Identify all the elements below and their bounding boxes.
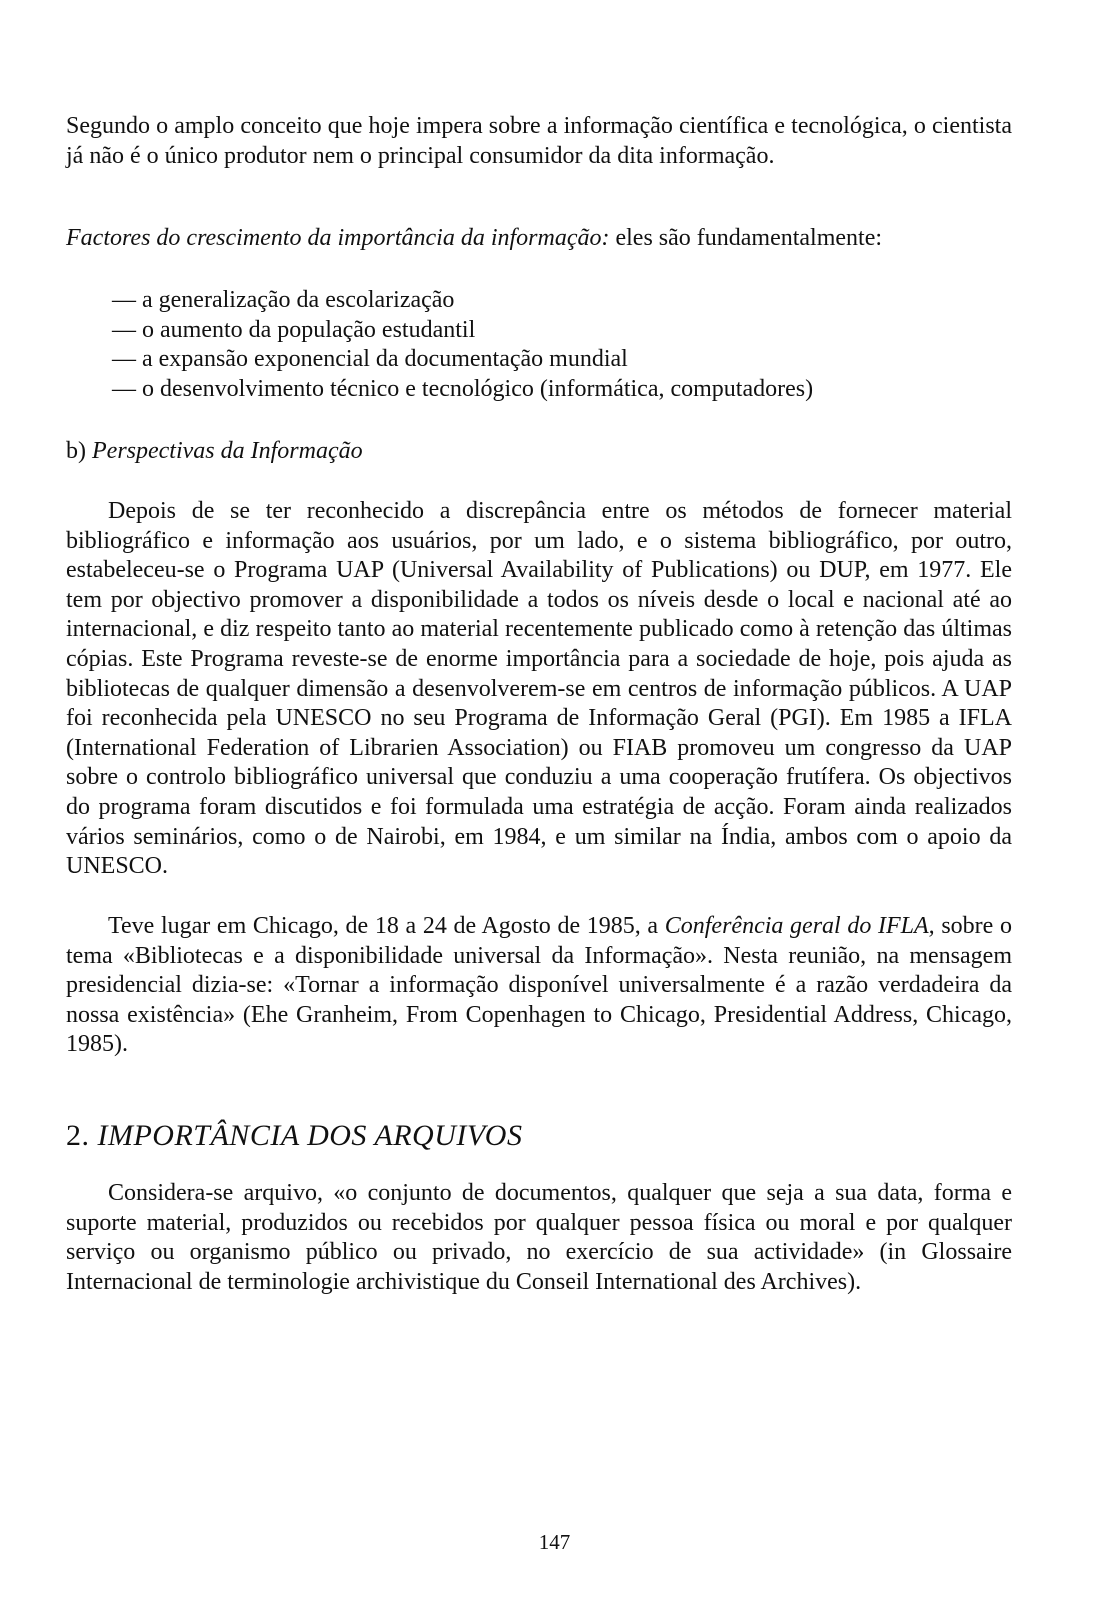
chicago-before: Teve lugar em Chicago, de 18 a 24 de Agosto de 1985, a <box>108 913 665 939</box>
factors-rest: eles são fundamentalmente: <box>609 225 883 251</box>
paragraph-archive-definition: Considera-se arquivo, «o conjunto de documentos, qualquer que seja a sua data, forma e suporte material, produzidos ou recebidos por qualquer pessoa física ou moral e por qualquer serviço ou organismo público ou privado, no exercício de sua actividade» (in Glossaire Internacional de terminologie archivistique du Conseil International des Archives). <box>66 1180 1012 1295</box>
page-number: 147 <box>538 1530 571 1554</box>
list-item: — o desenvolvimento técnico e tecnológico (informática, computadores) <box>112 375 814 402</box>
paragraph-chicago <box>66 912 1012 1060</box>
section-title: IMPORTÂNCIA DOS ARQUIVOS <box>97 1119 523 1152</box>
paragraph-intro: Segundo o amplo conceito que hoje impera sobre a informação científica e tecnológica, o cientista já não é o único produtor nem o principal consumidor da dita informação. <box>66 113 1012 169</box>
list-item: — o aumento da população estudantil <box>112 316 476 343</box>
subheading-prefix: b) <box>66 438 92 464</box>
subheading-perspectives <box>66 437 1012 467</box>
factors-list <box>112 286 813 404</box>
section-number: 2. <box>66 1119 98 1152</box>
chicago-italic: Conferência geral do IFLA, <box>664 913 935 939</box>
section-heading <box>66 1118 522 1154</box>
subheading-title: Perspectivas da Informação <box>92 438 363 464</box>
chicago-after: sobre o tema «Bibliotecas e a disponibilidade universal da Informação». Nesta reunião, na mensagem presidencial dizia-se: «Tornar a informação disponível universalmente é a razão verdadeira da nossa existência» (Ehe Granheim, From Copenhagen to Chicago, Presidential Address, Chicago, 1985). <box>66 913 1012 1058</box>
paragraph-uap: Depois de se ter reconhecido a discrepância entre os métodos de fornecer material bibliográfico e informação aos usuários, por um lado, e o sistema bibliográfico, por outro, estabeleceu-se o Programa UAP (Universal Availability of Publications) ou DUP, em 1977. Ele tem por objectivo promover a disponibilidade a todos os níveis desde o local e nacional até ao internacional, e diz respeito tanto ao material recentemente publicado como à retenção das últimas cópias. Este Programa reveste-se de enorme importância para a sociedade de hoje, pois ajuda as bibliotecas de qualquer dimensão a desenvolverem-se em centros de informação públicos. A UAP foi reconhecida pela UNESCO no seu Programa de Informação Geral (PGI). Em 1985 a IFLA (International Federation of Librarien Association) ou FIAB promoveu um congresso da UAP sobre o controlo bibliográfico universal que conduziu a uma cooperação frutífera. Os objectivos do programa foram discutidos e foi formulada uma estratégia de acção. Foram ainda realizados vários seminários, como o de Nairobi, em 1984, e um similar na Índia, ambos com o apoio da UNESCO. <box>66 498 1012 880</box>
list-item: — a expansão exponencial da documentação mundial <box>112 346 628 373</box>
paragraph-factors <box>66 224 1012 254</box>
factors-italic-lead: Factores do crescimento da importância da informação: <box>66 225 610 251</box>
list-item: — a generalização da escolarização <box>112 287 455 313</box>
